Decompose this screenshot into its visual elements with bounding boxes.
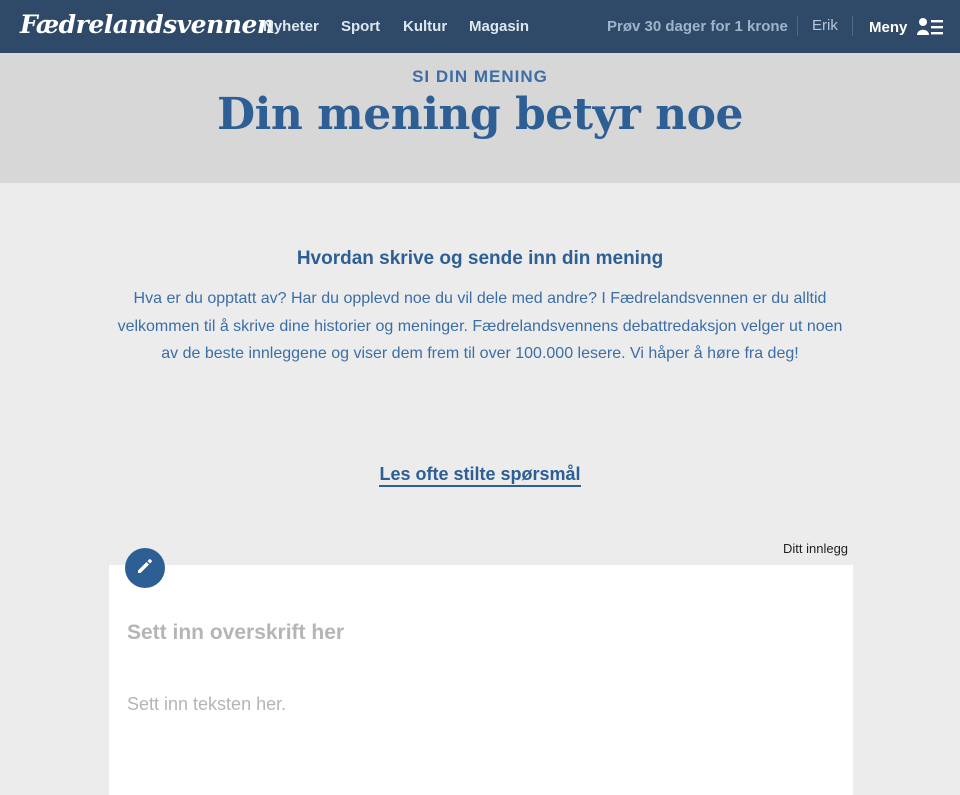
site-logo[interactable]: Fædrelandsvennen — [20, 10, 275, 39]
body-textarea[interactable] — [127, 694, 827, 784]
menu-button[interactable] — [869, 14, 943, 40]
editor-label: Ditt innlegg — [783, 541, 849, 556]
intro-paragraph: Hva er du opptatt av? Har du opplevd noe du vil dele med andre? I Fædrelandsvennen er du alltid velkommen til å skrive dine historier og meninger. Fædrelandsvennens debattredaksjon velger ut noen av de beste innleggene og viser dem frem til over 100.000 lesere. Vi håper å høre fra deg! — [117, 290, 843, 362]
menu-button-label: Meny — [869, 18, 908, 36]
divider — [852, 16, 853, 36]
hero-kicker: SI DIN MENING — [412, 67, 548, 86]
subscription-promo-link[interactable]: Prøv 30 dager for 1 krone — [607, 18, 788, 35]
edit-button[interactable] — [125, 548, 165, 588]
pencil-icon — [136, 557, 154, 580]
editor-card — [109, 565, 853, 795]
nav-link-nyheter[interactable]: Nyheter — [263, 18, 319, 35]
nav-link-magasin[interactable]: Magasin — [469, 18, 530, 35]
section-title: Hvordan skrive og sende inn din mening — [296, 248, 664, 269]
menu-person-icon — [917, 17, 943, 37]
user-account-link[interactable]: Erik — [812, 17, 838, 34]
hero-banner — [0, 53, 960, 183]
faq-link-wrapper — [0, 464, 960, 485]
top-navigation-bar — [0, 0, 960, 53]
page-title: Din mening betyr noe — [217, 89, 743, 140]
divider — [797, 16, 798, 36]
nav-link-kultur[interactable]: Kultur — [403, 18, 448, 35]
faq-link[interactable]: Les ofte stilte spørsmål — [379, 464, 580, 487]
nav-link-sport[interactable]: Sport — [341, 18, 381, 35]
headline-input[interactable] — [127, 621, 827, 645]
